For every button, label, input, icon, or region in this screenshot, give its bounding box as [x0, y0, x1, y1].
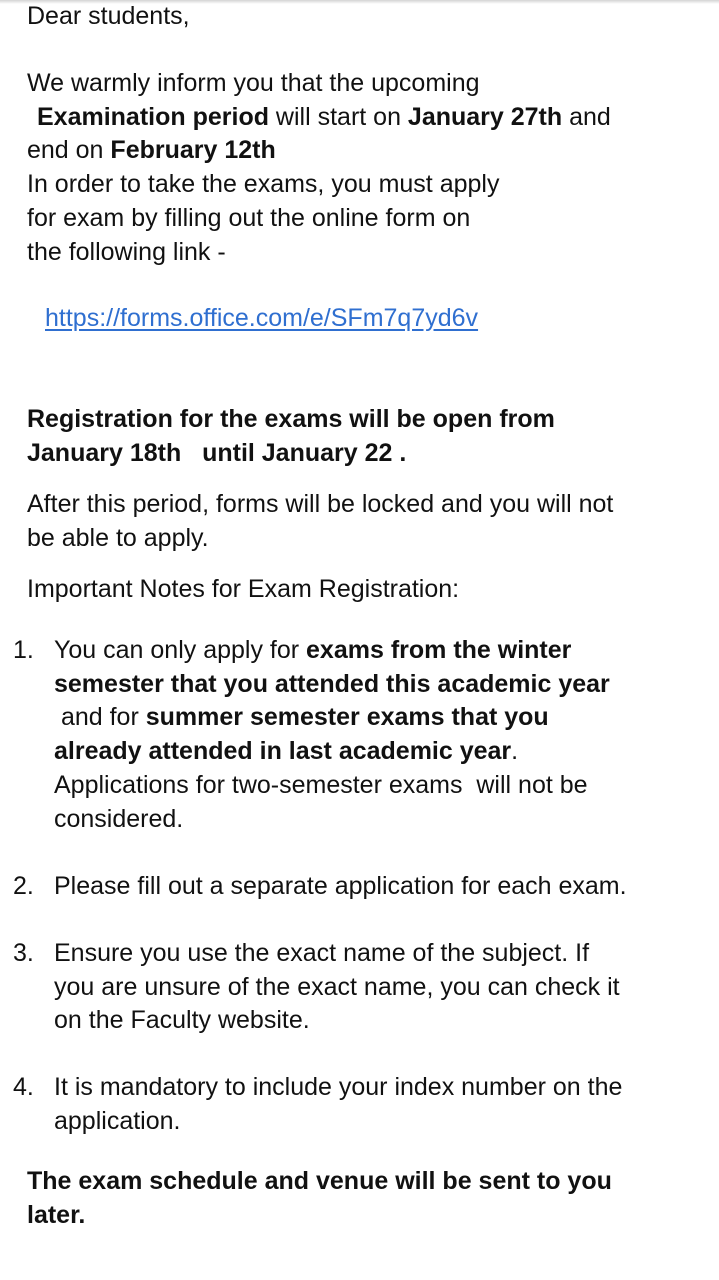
closing-notice: The exam schedule and venue will be sent to you later.	[27, 1167, 612, 1229]
notes-heading: Important Notes for Exam Registration:	[27, 575, 460, 603]
exam-period-label: Examination period	[37, 102, 269, 131]
list-item: 2. Please fill out a separate application for each exam.	[0, 870, 719, 910]
greeting: Dear students,	[27, 2, 190, 30]
form-link-row	[45, 302, 478, 336]
intro-paragraph: We warmly inform you that the upcoming Examination period will start on January 27th and end on February 12th In order to take the exams, you must apply for exam by filling out the online form on the following link -	[27, 69, 611, 266]
list-number: 3.	[13, 939, 34, 967]
list-number: 2.	[13, 872, 34, 900]
start-date: January 27th	[407, 102, 563, 131]
end-date: February 12th	[110, 136, 276, 165]
list-number: 4.	[13, 1073, 34, 1101]
form-link[interactable]: https://forms.office.com/e/SFm7q7yd6v	[45, 304, 479, 332]
registration-notice: Registration for the exams will be open from January 18th until January 22 .	[27, 405, 555, 467]
after-period-paragraph: After this period, forms will be locked and you will not be able to apply.	[27, 490, 614, 552]
list-number: 1.	[13, 636, 34, 664]
list-item: 1. You can only apply for exams from the winter semester that you attended this academic year and for summer semester exams that you already attended in last academic year. Applications for two-semester exams will not be considered.	[13, 636, 610, 833]
list-item: 3. Ensure you use the exact name of the subject. If you are unsure of the exact name, you can check it on the Faculty website.	[13, 939, 620, 1035]
list-item: 4. It is mandatory to include your index number on the application.	[13, 1073, 623, 1135]
